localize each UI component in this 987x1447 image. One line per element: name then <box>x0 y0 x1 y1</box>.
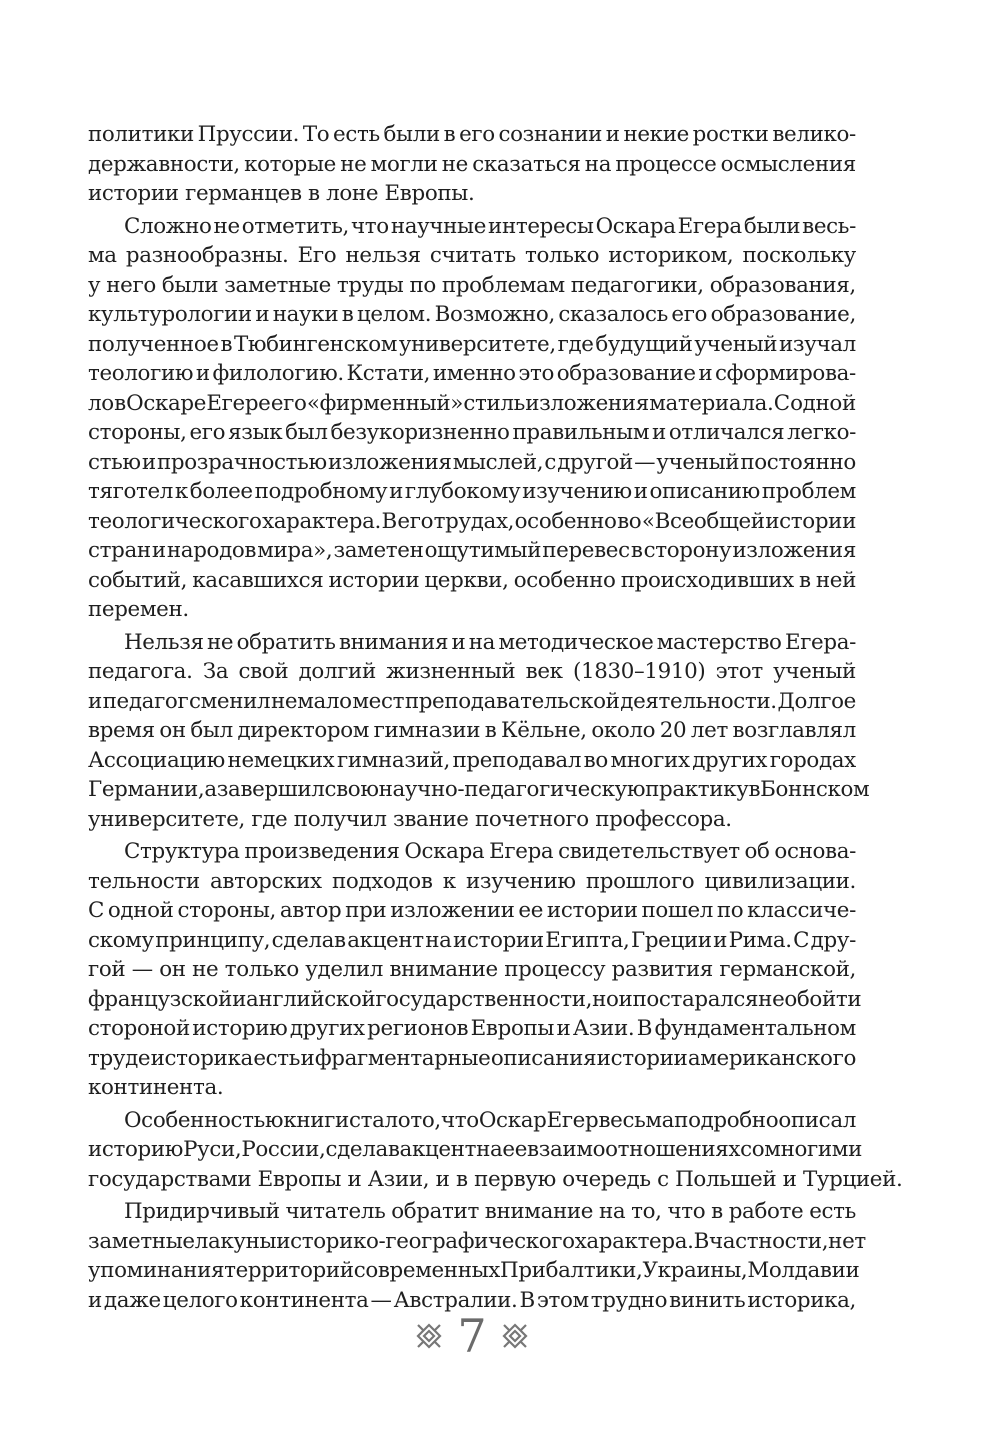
text-line: стран и народов мира», заметен ощутимый перевес в сторону изложения <box>88 538 856 563</box>
text-line: время он был директором гимназии в Кёльне, около 20 лет возглавлял <box>88 718 856 743</box>
text-line: труде историка есть и фрагментарные описания истории американского <box>88 1045 856 1071</box>
paragraph <box>88 1106 903 1195</box>
text-line: полученное в Тюбингенском университете, где будущий ученый изучал <box>88 331 856 357</box>
text-line: Германии, а завершил свою научно-педагогическую практику в Боннском <box>88 777 870 802</box>
text-line: у него были заметные труды по проблемам педагогики, образования, <box>88 272 856 298</box>
text-line: и даже целого континента — Австралии. В этом трудно винить историка, <box>88 1287 856 1313</box>
text-line: истории германцев в лоне Европы. <box>88 181 475 206</box>
text-line: стороной историю других регионов Европы и Азии. В фундаментальном <box>88 1016 856 1041</box>
text-line: скому принципу, сделав акцент на истории Египта, Греции и Рима. С дру- <box>88 927 856 953</box>
paragraph <box>88 1197 866 1315</box>
ornament-icon <box>415 1322 443 1350</box>
text-line: ло в Оскаре Егере его «фирменный» стиль изложения материала. С одной <box>88 390 856 416</box>
text-line: тяготел к более подробному и глубокому изучению и описанию проблем <box>88 479 856 504</box>
text-line: континента. <box>88 1075 224 1100</box>
text-line: и педагог сменил немало мест преподавательской деятельности. Долгое <box>88 688 856 714</box>
paragraph <box>88 120 856 209</box>
body-text <box>88 120 903 1315</box>
paragraph <box>88 628 870 835</box>
text-line: державности, которые не могли не сказаться на процессе осмысления <box>88 151 856 177</box>
paragraph <box>88 212 856 625</box>
text-line: гой — он не только уделил внимание процессу развития германской, <box>88 957 856 982</box>
text-line: политики Пруссии. То есть были в его сознании и некие ростки велико- <box>88 122 856 147</box>
text-line: государствами Европы и Азии, и в первую очередь с Польшей и Турцией. <box>88 1166 903 1192</box>
text-line: теологического характера. В его трудах, особенно во «Всеобщей истории <box>88 508 856 534</box>
text-line: перемен. <box>88 597 189 622</box>
text-line: университете, где получил звание почетного профессора. <box>88 806 732 832</box>
text-line: С одной стороны, автор при изложении ее истории пошел по классиче- <box>88 898 856 923</box>
text-line: событий, касавшихся истории церкви, особенно происходивших в ней <box>88 567 856 593</box>
text-line: Особенностью книги стало то, что Оскар Егер весьма подробно описал <box>124 1107 856 1133</box>
text-line: ма разнообразны. Его нельзя считать только историком, поскольку <box>88 243 856 268</box>
ornament-icon <box>501 1322 529 1350</box>
text-line: историю Руси, России, сделав акцент на ее взаимоотношениях со многими <box>88 1137 862 1162</box>
text-line: Придирчивый читатель обратит внимание на то, что в работе есть <box>124 1199 856 1224</box>
text-line: стороны, его язык был безукоризненно правильным и отличался легко- <box>88 420 856 445</box>
text-line: тельности авторских подходов к изучению прошлого цивилизации. <box>88 868 856 894</box>
text-line: Сложно не отметить, что научные интересы Оскара Егера были весь- <box>124 213 856 239</box>
book-page <box>88 0 903 1447</box>
text-line: французской и английской государственности, но и постарался не обойти <box>88 986 862 1012</box>
text-line: педагога. За свой долгий жизненный век (1830–1910) этот ученый <box>88 659 856 684</box>
text-line: теологию и филологию. Кстати, именно это образование и сформирова- <box>88 361 856 386</box>
text-line: культурологии и науки в целом. Возможно, сказалось его образование, <box>88 302 856 327</box>
page-number: 7 <box>457 1309 487 1363</box>
page-footer <box>88 1308 856 1364</box>
paragraph <box>88 837 862 1103</box>
text-line: упоминания территорий современных Прибалтики, Украины, Молдавии <box>88 1258 860 1283</box>
text-line: Ассоциацию немецких гимназий, преподавал во многих других городах <box>88 747 856 773</box>
text-line: Нельзя не обратить внимания и на методическое мастерство Егера- <box>124 629 856 655</box>
text-line: Структура произведения Оскара Егера свидетельствует об основа- <box>124 839 856 864</box>
text-line: стью и прозрачностью изложения мыслей, с другой — ученый постоянно <box>88 449 856 475</box>
text-line: заметные лакуны историко-географического характера. В частности, нет <box>88 1228 866 1254</box>
